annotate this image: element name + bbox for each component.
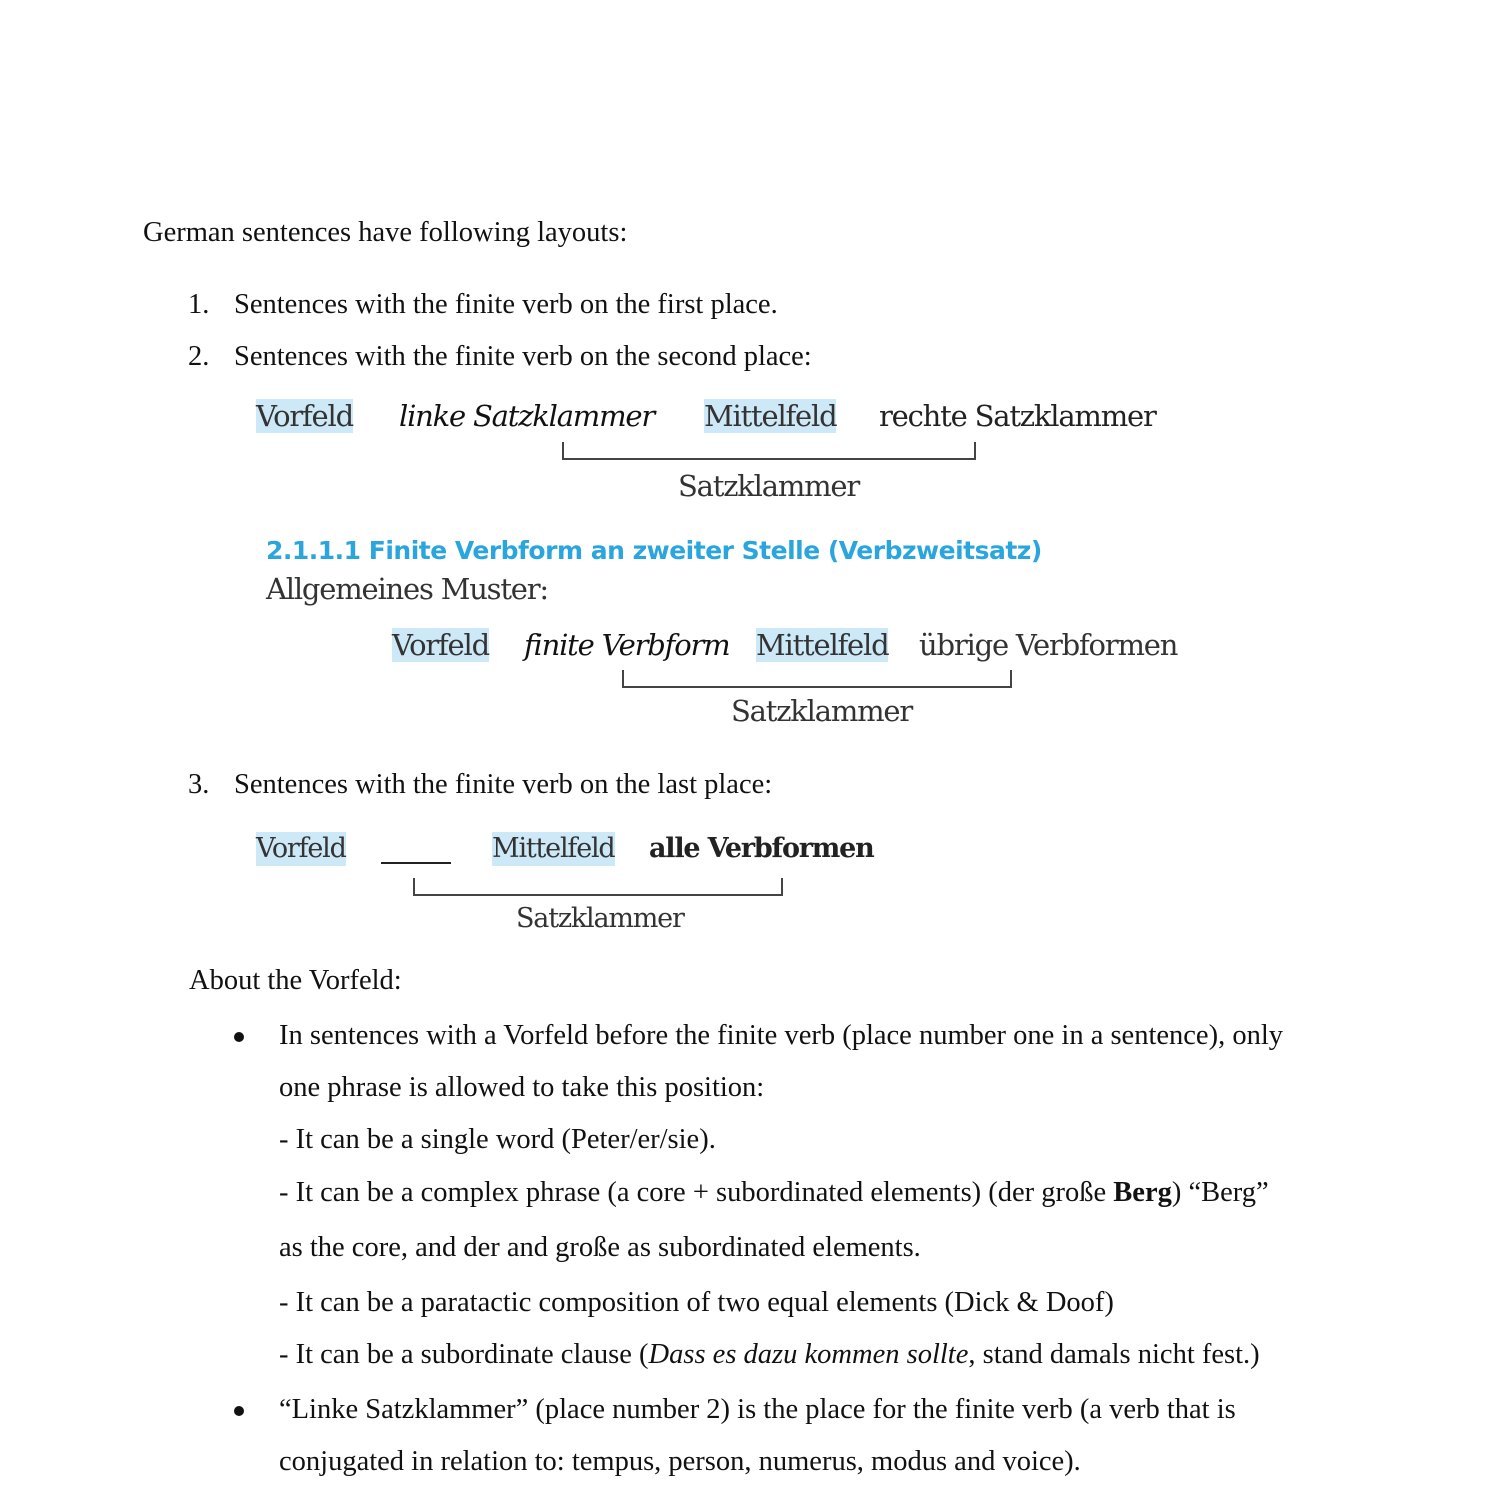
- sub-item: [279, 1176, 1269, 1210]
- sub-item: - It can be a paratactic composition of two equal elements (Dick & Doof): [279, 1287, 1114, 1318]
- bold-text: Berg: [1113, 1177, 1172, 1208]
- vorfeld-label: Vorfeld: [392, 628, 489, 662]
- list-number: 1.: [188, 289, 210, 320]
- mittelfeld-label: Mittelfeld: [704, 399, 837, 433]
- empty-slot: [381, 862, 451, 864]
- text: , stand damals nicht fest.): [968, 1339, 1260, 1370]
- text: - It can be a subordinate clause (: [279, 1339, 649, 1370]
- mittelfeld-label: Mittelfeld: [492, 833, 615, 864]
- list-number: 2.: [188, 341, 210, 372]
- text: - It can be a complex phrase (a core + subordinated elements) (der große: [279, 1177, 1114, 1208]
- satzklammer-label: Satzklammer: [731, 694, 913, 728]
- bullet-icon: [234, 1032, 244, 1042]
- sub-item: [279, 1338, 1260, 1372]
- bullet-text: one phrase is allowed to take this position:: [279, 1072, 765, 1103]
- linke-satzklammer-label: linke Satzklammer: [399, 399, 655, 433]
- section-heading: 2.1.1.1 Finite Verbform an zweiter Stelle (Verbzweitsatz): [266, 536, 1042, 565]
- alle-verbformen-label: alle Verbformen: [649, 833, 874, 864]
- vorfeld-label: Vorfeld: [256, 833, 346, 864]
- rechte-satzklammer-label: rechte Satzklammer: [879, 399, 1156, 433]
- sub-item: as the core, and der and große as subordinated elements.: [279, 1232, 921, 1263]
- intro-text: German sentences have following layouts:: [143, 217, 628, 248]
- satzklammer-label: Satzklammer: [678, 469, 860, 503]
- list-number: 3.: [188, 769, 210, 800]
- satzklammer-bracket: [413, 878, 783, 896]
- list-item: Sentences with the finite verb on the second place:: [234, 341, 812, 372]
- italic-text: Dass es dazu kommen sollte: [648, 1339, 969, 1370]
- mittelfeld-label: Mittelfeld: [756, 628, 889, 662]
- bullet-text: conjugated in relation to: tempus, person, numerus, modus and voice).: [279, 1446, 1081, 1477]
- text: ) “Berg”: [1171, 1177, 1269, 1208]
- uebrige-verbformen-label: übrige Verbformen: [919, 628, 1178, 662]
- finite-verbform-label: finite Verbform: [524, 628, 730, 662]
- bullet-icon: [234, 1406, 244, 1416]
- bullet-text: “Linke Satzklammer” (place number 2) is the place for the finite verb (a verb that is: [279, 1394, 1236, 1425]
- about-heading: About the Vorfeld:: [189, 965, 402, 996]
- list-item: Sentences with the finite verb on the first place.: [234, 289, 778, 320]
- list-item: Sentences with the finite verb on the last place:: [234, 769, 773, 800]
- section-subheading: Allgemeines Muster:: [266, 572, 548, 606]
- vorfeld-label: Vorfeld: [256, 399, 353, 433]
- satzklammer-bracket: [562, 442, 976, 460]
- bullet-text: In sentences with a Vorfeld before the finite verb (place number one in a sentence), only: [279, 1020, 1283, 1051]
- satzklammer-bracket: [622, 670, 1012, 688]
- satzklammer-label: Satzklammer: [516, 903, 684, 934]
- sub-item: - It can be a single word (Peter/er/sie).: [279, 1124, 716, 1155]
